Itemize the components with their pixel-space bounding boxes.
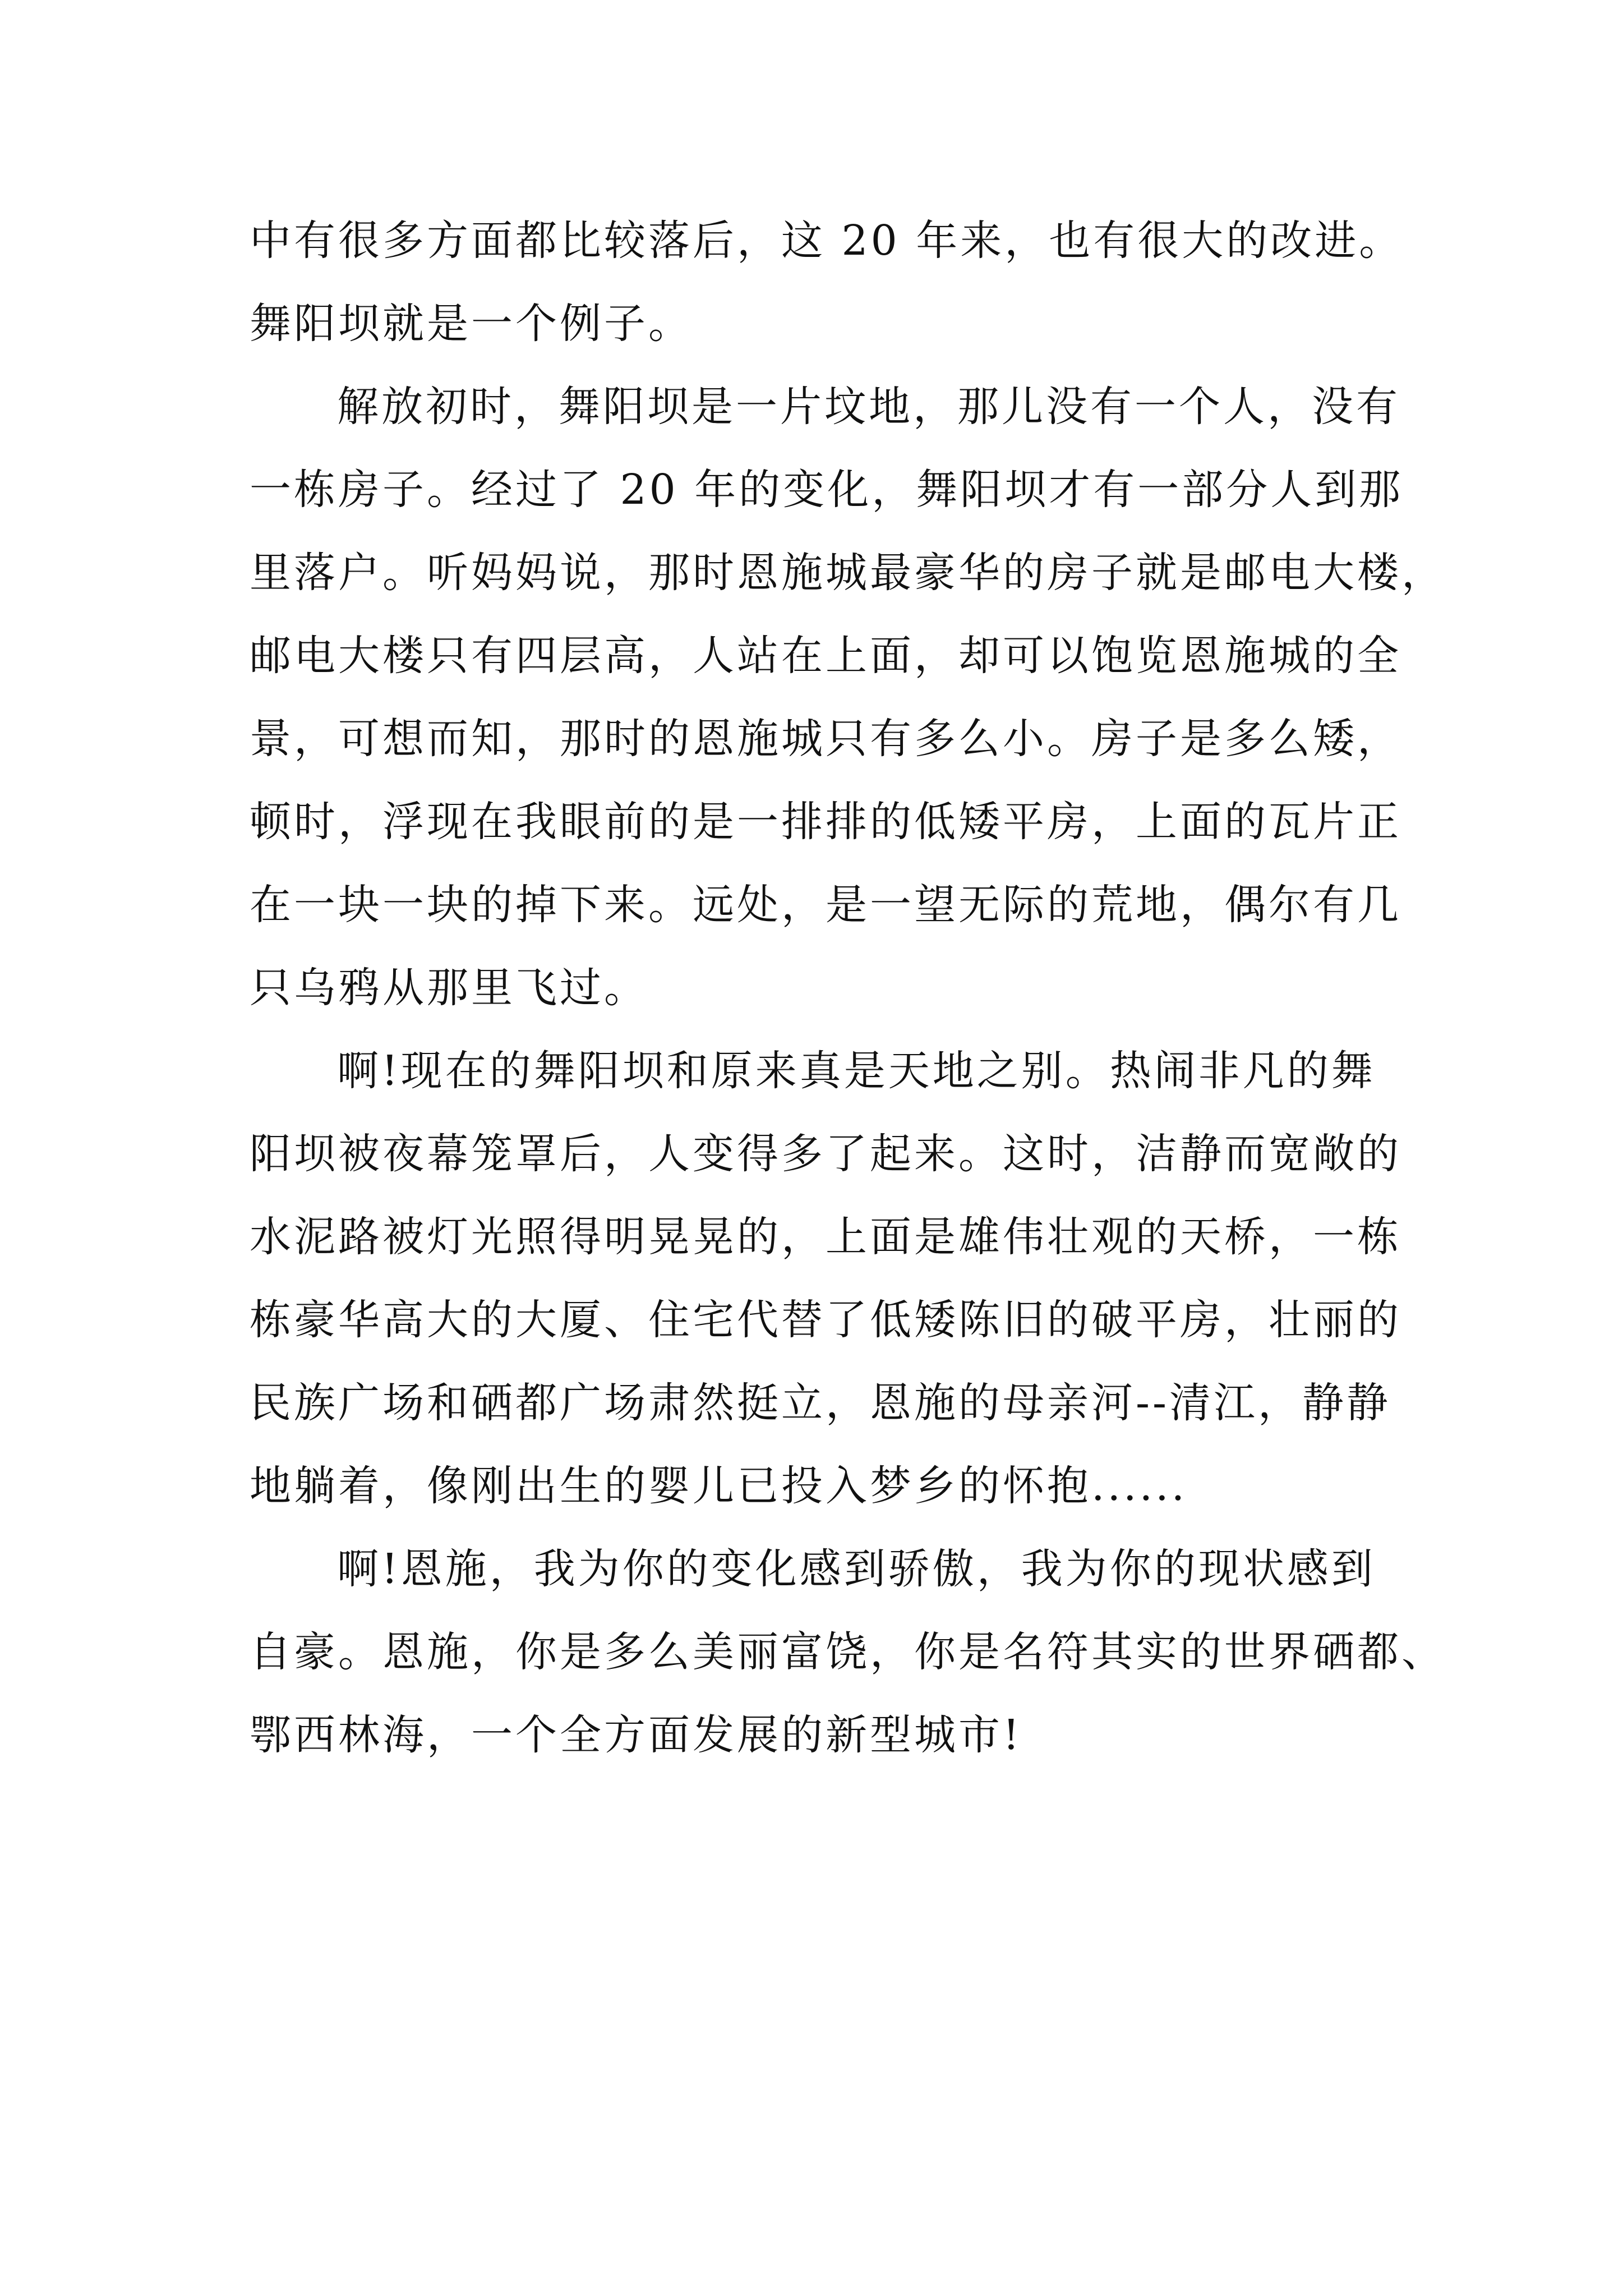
paragraph-first-line: 啊!现在的舞阳坝和原来真是天地之别。热闹非凡的舞	[337, 1047, 1376, 1095]
text-line: 栋豪华高大的大厦、住宅代替了低矮陈旧的破平房，壮丽的	[250, 1296, 1401, 1344]
text-line: 地躺着，像刚出生的婴儿已投入梦乡的怀抱......	[250, 1462, 1188, 1510]
text-line: 自豪。恩施，你是多么美丽富饶，你是名符其实的世界硒都、	[250, 1628, 1446, 1676]
text-line: 舞阳坝就是一个例子。	[250, 300, 693, 348]
text-line: 景，可想而知，那时的恩施城只有多么小。房子是多么矮，	[250, 715, 1401, 763]
text-line: 邮电大楼只有四层高，人站在上面，却可以饱览恩施城的全	[250, 632, 1401, 680]
text-line: 在一块一块的掉下来。远处，是一望无际的荒地，偶尔有几	[250, 881, 1401, 929]
text-line: 中有很多方面都比较落后，这 20 年来，也有很大的改进。	[250, 217, 1404, 265]
text-line: 阳坝被夜幕笼罩后，人变得多了起来。这时，洁静而宽敞的	[250, 1130, 1401, 1178]
text-line: 里落户。听妈妈说，那时恩施城最豪华的房子就是邮电大楼，	[250, 549, 1446, 597]
text-line: 一栋房子。经过了 20 年的变化，舞阳坝才有一部分人到那	[250, 466, 1404, 514]
paragraph-first-line: 啊!恩施，我为你的变化感到骄傲，我为你的现状感到	[337, 1545, 1376, 1593]
paragraph-first-line: 解放初时，舞阳坝是一片坟地，那儿没有一个人，没有	[337, 383, 1400, 431]
text-line: 水泥路被灯光照得明晃晃的，上面是雄伟壮观的天桥，一栋	[250, 1213, 1401, 1261]
body-text	[250, 199, 1446, 1777]
text-line: 只乌鸦从那里飞过。	[250, 964, 648, 1012]
text-line: 顿时，浮现在我眼前的是一排排的低矮平房，上面的瓦片正	[250, 798, 1401, 846]
text-line: 鄂西林海，一个全方面发展的新型城市!	[250, 1711, 1022, 1759]
text-line: 民族广场和硒都广场肃然挺立，恩施的母亲河--清江，静静	[250, 1379, 1391, 1427]
